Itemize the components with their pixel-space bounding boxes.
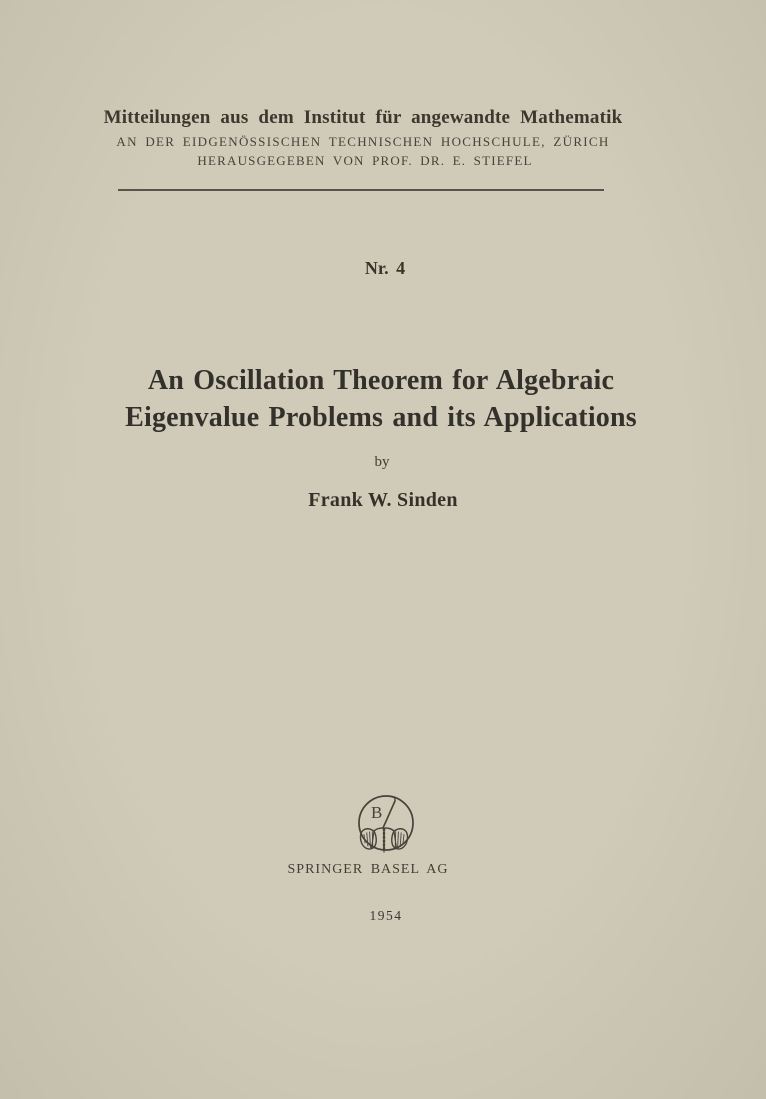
logo-leaf-left xyxy=(360,829,376,849)
logo-twig xyxy=(383,801,395,828)
series-institution: AN DER EIDGENÖSSISCHEN TECHNISCHEN HOCHSCHULE, ZÜRICH xyxy=(116,134,610,149)
issue-number: Nr. 4 xyxy=(364,258,406,278)
logo-letter-b: B xyxy=(371,803,383,822)
by-label: by xyxy=(374,454,390,470)
series-title: Mitteilungen aus dem Institut für angewandte Mathematik xyxy=(103,107,623,128)
logo-branch-left xyxy=(374,828,383,831)
book-title xyxy=(0,362,764,436)
publication-year: 1954 xyxy=(369,908,403,923)
book-title-line-1: An Oscillation Theorem for Algebraic xyxy=(147,365,615,396)
publisher-name: SPRINGER BASEL AG xyxy=(287,862,449,877)
author-name: Frank W. Sinden xyxy=(308,489,458,511)
header-rule xyxy=(118,189,604,191)
logo-branch-right xyxy=(385,828,394,831)
book-title-line-2: Eigenvalue Problems and its Applications xyxy=(125,402,637,433)
series-editor-line: HERAUSGEGEBEN VON PROF. DR. E. STIEFEL xyxy=(197,153,533,168)
birkhauser-linden-tree-logo-icon xyxy=(352,788,420,856)
